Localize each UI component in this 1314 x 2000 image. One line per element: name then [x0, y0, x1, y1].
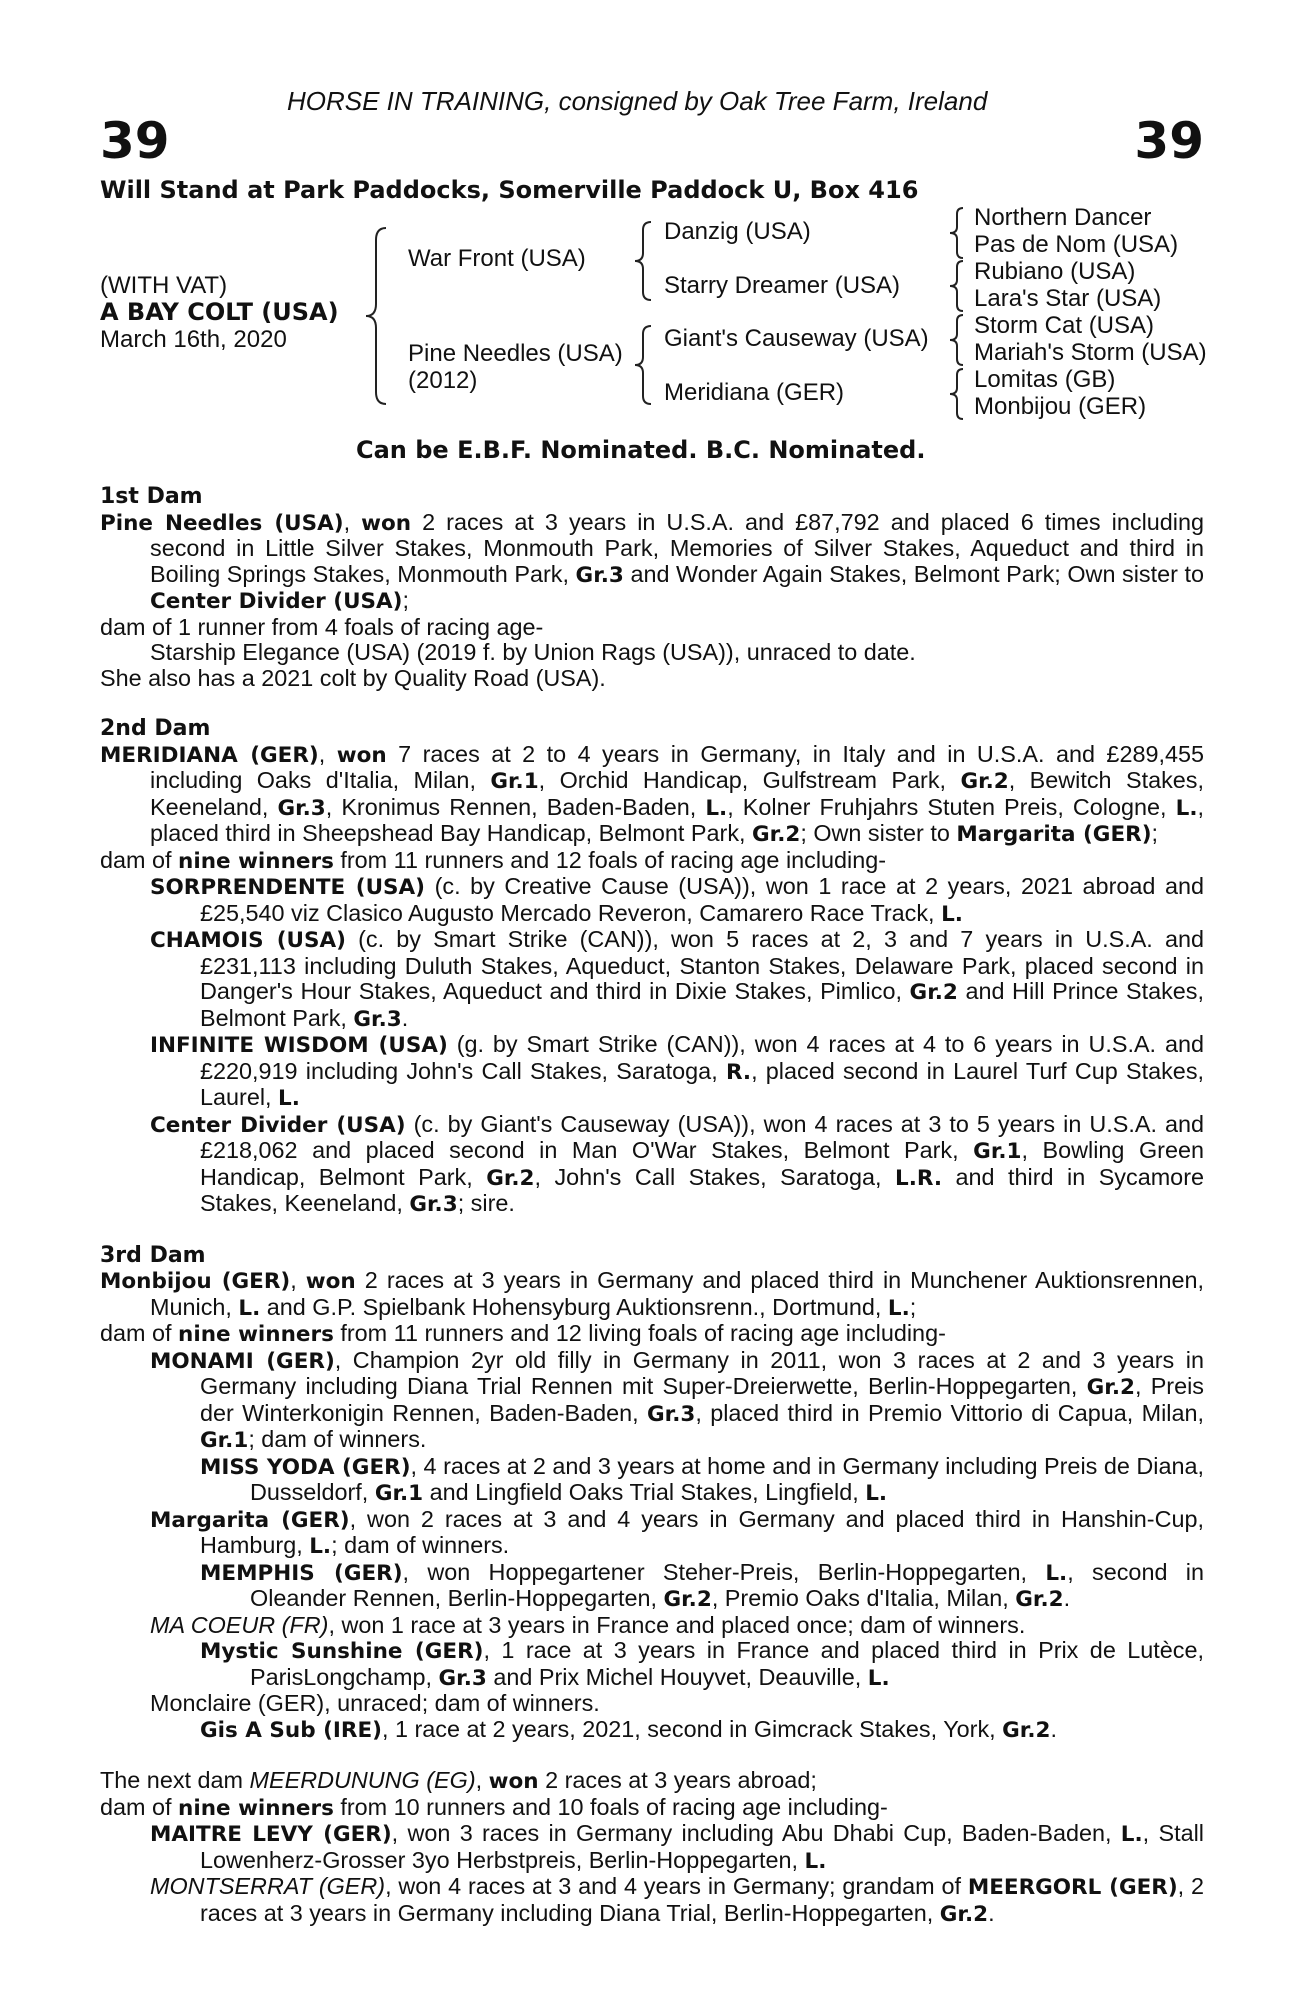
grandproduce-mystic-sunshine: Mystic Sunshine (GER), 1 race at 3 years in France and placed third in Prix de Lutèce, ParisLongchamp, Gr.3 and Prix Michel Houyvet, Deauville, L. — [200, 1637, 1204, 1691]
grandproduce-memphis: MEMPHIS (GER), won Hoppegartener Steher-Preis, Berlin-Hoppegarten, L., second in Oleander Rennen, Berlin-Hoppegarten, Gr.2, Premio Oaks d'Italia, Milan, Gr.2. — [200, 1558, 1204, 1612]
ggp-8: Monbijou (GER) — [974, 393, 1147, 420]
vat-note: (WITH VAT) — [100, 272, 228, 299]
grandsire-maternal: Giant's Causeway (USA) — [664, 325, 929, 352]
first-dam-produce-summary: dam of 1 runner from 4 foals of racing age- — [100, 613, 544, 640]
ggp-5: Storm Cat (USA) — [974, 312, 1155, 339]
produce-maitre-levy: MAITRE LEVY (GER), won 3 races in Germany including Abu Dhabi Cup, Baden-Baden, L., Stall Lowenherz-Grosser 3yo Herbstpreis, Berlin-Hoppegarten, L. — [150, 1820, 1204, 1874]
nominations: Can be E.B.F. Nominated. B.C. Nominated. — [356, 436, 926, 464]
third-dam-entry: Monbijou (GER), won 2 races at 3 years in Germany and placed third in Munchener Auktionsrennen, Munich, L. and G.P. Spielbank Hohensyburg Auktionsrenn., Dortmund, L.; — [100, 1267, 1204, 1321]
brace-ggp-4 — [948, 367, 966, 421]
ggp-3: Rubiano (USA) — [974, 258, 1136, 285]
lot-number-right: 39 — [1134, 112, 1204, 170]
brace-ggp-1 — [948, 206, 966, 260]
next-dam-produce-summary: dam of nine winners from 10 runners and 10 foals of racing age including- — [100, 1793, 888, 1821]
second-dam-entry: MERIDIANA (GER), won 7 races at 2 to 4 years in Germany, in Italy and in U.S.A. and £289,455 including Oaks d'Italia, Milan, Gr.1, Orchid Handicap, Gulfstream Park, Gr.2, Bewitch Stakes, Keeneland, Gr.3, Kronimus Rennen, Baden-Baden, L., Kolner Fruhjahrs Stuten Preis, Cologne, L., placed third in Sheepshead Bay Handicap, Belmont Park, Gr.2; Own sister to Margarita (GER); — [100, 740, 1204, 847]
next-dam-entry: The next dam MEERDUNUNG (EG), won 2 races at 3 years abroad; — [100, 1767, 817, 1794]
produce-monclaire: Monclaire (GER), unraced; dam of winners. — [150, 1690, 600, 1716]
produce-margarita: Margarita (GER), won 2 races at 3 and 4 years in Germany and placed third in Hanshin-Cup, Hamburg, L.; dam of winners. — [150, 1505, 1204, 1559]
lot-number-left: 39 — [100, 112, 170, 170]
grandproduce-miss-yoda: MISS YODA (GER), 4 races at 2 and 3 years at home and in Germany including Preis de Diana, Dusseldorf, Gr.1 and Lingfield Oaks Trial Stakes, Lingfield, L. — [200, 1452, 1205, 1506]
brace-ggp-3 — [948, 313, 966, 367]
produce-center-divider: Center Divider (USA) (c. by Giant's Causeway (USA)), won 4 races at 3 to 5 years in U.S.A. and £218,062 and placed second in Man O'War Stakes, Belmont Park, Gr.1, Bowling Green Handicap, Belmont Park, Gr.2, John's Call Stakes, Saratoga, L.R. and third in Sycamore Stakes, Keeneland, Gr.3; sire. — [150, 1110, 1204, 1217]
lot-name: A BAY COLT (USA) — [100, 298, 339, 326]
ggp-1: Northern Dancer — [974, 204, 1152, 231]
catalogue-header: HORSE IN TRAINING, consigned by Oak Tree Farm, Ireland — [287, 86, 988, 116]
ggp-2: Pas de Nom (USA) — [974, 231, 1179, 258]
produce-sorprendente: SORPRENDENTE (USA) (c. by Creative Cause (USA)), won 1 race at 2 years, 2021 abroad and £25,540 viz Clasico Augusto Mercado Reveron, Camarero Race Track, L. — [150, 873, 1204, 927]
dam-year: (2012) — [408, 367, 478, 394]
sire-name: War Front (USA) — [408, 245, 586, 272]
second-dam-produce-summary: dam of nine winners from 11 runners and 12 foals of racing age including- — [100, 846, 887, 874]
first-dam-colt-note: She also has a 2021 colt by Quality Road (USA). — [100, 664, 606, 691]
grandsire-paternal: Danzig (USA) — [664, 218, 811, 245]
foaling-date: March 16th, 2020 — [100, 326, 287, 353]
pedigree-brace — [364, 226, 392, 406]
second-dam-heading: 2nd Dam — [100, 716, 211, 741]
first-dam-heading: 1st Dam — [100, 484, 203, 509]
produce-monami: MONAMI (GER), Champion 2yr old filly in Germany in 2011, won 3 races at 2 and 3 years in Germany including Diana Trial Rennen mit Super-Dreierwette, Berlin-Hoppegarten, Gr.2, Preis der Winterkonigin Rennen, Baden-Baden, Gr.3, placed third in Premio Vittorio di Capua, Milan, Gr.1; dam of winners. — [150, 1346, 1205, 1453]
first-dam-entry: Pine Needles (USA), won 2 races at 3 years in U.S.A. and £87,792 and placed 6 times including second in Little Silver Stakes, Monmouth Park, Memories of Silver Stakes, Aqueduct and third in Boiling Springs Stakes, Monmouth Park, Gr.3 and Wonder Again Stakes, Belmont Park; Own sister to Center Divider (USA); — [100, 508, 1205, 614]
ggp-4: Lara's Star (USA) — [974, 285, 1162, 312]
brace-ggp-2 — [948, 259, 966, 313]
grandproduce-gis-a-sub: Gis A Sub (IRE), 1 race at 2 years, 2021, second in Gimcrack Stakes, York, Gr.2. — [200, 1715, 1057, 1743]
produce-starship-elegance: Starship Elegance (USA) (2019 f. by Union Rags (USA)), unraced to date. — [150, 639, 916, 665]
dam-brace — [633, 324, 655, 406]
granddam-paternal: Starry Dreamer (USA) — [664, 272, 901, 299]
third-dam-produce-summary: dam of nine winners from 11 runners and 12 living foals of racing age including- — [100, 1320, 946, 1347]
dam-name: Pine Needles (USA) — [408, 340, 623, 367]
catalogue-body — [100, 484, 1204, 1927]
produce-infinite-wisdom: INFINITE WISDOM (USA) (g. by Smart Strike (CAN)), won 4 races at 4 to 6 years in U.S.A. and £220,919 including John's Call Stakes, Saratoga, R., placed second in Laurel Turf Cup Stakes, Laurel, L. — [150, 1031, 1205, 1111]
sire-brace — [633, 220, 655, 302]
granddam-maternal: Meridiana (GER) — [664, 379, 845, 406]
ggp-7: Lomitas (GB) — [974, 366, 1116, 393]
produce-ma-coeur: MA COEUR (FR), won 1 race at 3 years in France and placed once; dam of winners. — [150, 1611, 1026, 1638]
produce-montserrat: MONTSERRAT (GER), won 4 races at 3 and 4 years in Germany; grandam of MEERGORL (GER), 2 races at 3 years in Germany including Diana Trial, Berlin-Hoppegarten, Gr.2. — [150, 1873, 1204, 1927]
ggp-6: Mariah's Storm (USA) — [974, 339, 1207, 366]
stand-location: Will Stand at Park Paddocks, Somerville Paddock U, Box 416 — [100, 176, 919, 204]
third-dam-heading: 3rd Dam — [100, 1242, 206, 1268]
produce-chamois: CHAMOIS (USA) (c. by Smart Strike (CAN)), won 5 races at 2, 3 and 7 years in U.S.A. and £231,113 including Duluth Stakes, Aqueduct, Stanton Stakes, Delaware Park, placed second in Danger's Hour Stakes, Aqueduct and third in Dixie Stakes, Pimlico, Gr.2 and Hill Prince Stakes, Belmont Park, Gr.3. — [150, 926, 1204, 1032]
